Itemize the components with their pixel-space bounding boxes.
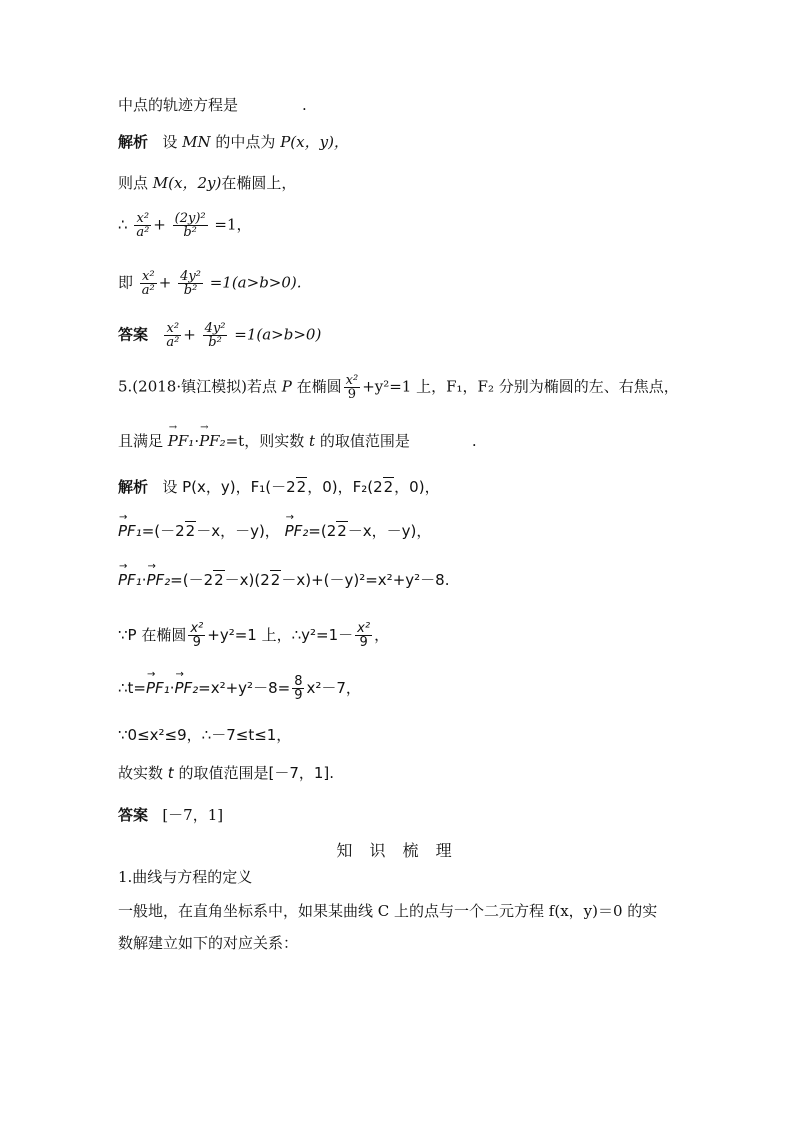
- fraction: $\frac{\text{x²}}{9}$: [190, 621, 204, 650]
- fraction: $\frac{\text{x²}}{\text{a²}}$: [166, 321, 180, 350]
- solution-5-line-6: ∵0≤x²≤9，∴－7≤t≤1，: [118, 726, 292, 744]
- solution-5-line-3: → PF₁·→ PF₂=(－22－x)(22－x)+(－y)²=x²+y²－8.: [118, 573, 449, 588]
- question-4-stem: 中点的轨迹方程是 .: [118, 96, 307, 114]
- answer-label: 答案: [118, 325, 149, 344]
- solution-4-line-3: ∴ $\frac{\text{x²}}{\text{a²}}$ + $\frac{\text{(2y)²}}{\text{b²}}$ =1，: [118, 211, 252, 240]
- question-5-line-1: 5.(2018·镇江模拟)若点 P 在椭圆 $\frac{\text{x²}}{9}$ +y²=1 上，F₁，F₂ 分别为椭圆的左、右焦点，: [118, 373, 679, 402]
- vector-pf2: → PF₂: [146, 573, 170, 588]
- fraction: $\frac{\text{x²}}{9}$: [345, 373, 359, 402]
- solution-label: 解析: [118, 133, 149, 151]
- fraction: $\frac{\text{4y²}}{\text{b²}}$: [204, 321, 226, 350]
- answer-4: 答案 $\frac{\text{x²}}{\text{a²}}$ + $\frac{\text{4y²}}{\text{b²}}$ =1(a>b>0): [118, 321, 322, 350]
- solution-5-line-4: ∵P 在椭圆 $\frac{\text{x²}}{9}$ +y²=1 上，∴y²=1－ $\frac{\text{x²}}{9}$ ，: [118, 621, 390, 650]
- fraction: $\frac{\text{(2y)²}}{\text{b²}}$: [174, 211, 206, 240]
- vector-pf1: → PF₁: [118, 524, 142, 539]
- vector-pf1: → PF₁: [118, 573, 142, 588]
- fraction: $\frac{\text{x²}}{\text{a²}}$: [141, 269, 155, 298]
- solution-5-line-7: 故实数 t 的取值范围是[－7，1].: [118, 764, 335, 782]
- fraction: $\frac{\text{x²}}{9}$: [357, 621, 371, 650]
- answer-label: 答案: [118, 806, 149, 824]
- vector-pf2: → PF₂: [174, 681, 198, 696]
- solution-5-line-2: → PF₁=(－22－x，－y)， → PF₂=(22－x，－y)，: [118, 524, 431, 539]
- question-5-line-2: 且满足 → PF₁·→ PF₂=t，则实数 t 的取值范围是 .: [118, 434, 477, 449]
- section-paragraph-line-2: 数解建立如下的对应关系：: [118, 934, 299, 952]
- solution-4-line-4: 即 $\frac{\text{x²}}{\text{a²}}$ + $\frac{\text{4y²}}{\text{b²}}$ =1(a>b>0).: [118, 269, 302, 298]
- fraction: $\frac{8}{9}$: [294, 674, 303, 703]
- solution-5-line-1: 解析 设 P(x，y)，F₁(－22，0)，F₂(22，0)，: [118, 478, 440, 496]
- section-paragraph-line-1: 一般地，在直角坐标系中，如果某曲线 C 上的点与一个二元方程 f(x，y)＝0 的实: [118, 902, 658, 920]
- solution-5-line-5: ∴t=→ PF₁·→ PF₂=x²+y²－8= $\frac{8}{9}$ x²－7，: [118, 675, 361, 702]
- vector-pf1: → PF₁: [168, 434, 195, 449]
- vector-pf2: → PF₂: [199, 434, 226, 449]
- section-heading: 1.曲线与方程的定义: [118, 868, 253, 886]
- solution-4-line-1: 解析 设 MN 的中点为 P(x，y)，: [118, 133, 349, 151]
- vector-pf2: → PF₂: [285, 524, 309, 539]
- section-title: 知 识 梳 理: [336, 841, 458, 860]
- fraction: $\frac{\text{x²}}{\text{a²}}$: [136, 211, 150, 240]
- solution-4-line-2: 则点 M(x，2y)在椭圆上，: [118, 174, 297, 192]
- vector-pf1: → PF₁: [146, 681, 170, 696]
- answer-5: 答案 [－7，1]: [118, 806, 224, 824]
- fraction: $\frac{\text{4y²}}{\text{b²}}$: [180, 269, 201, 298]
- solution-label: 解析: [118, 478, 149, 496]
